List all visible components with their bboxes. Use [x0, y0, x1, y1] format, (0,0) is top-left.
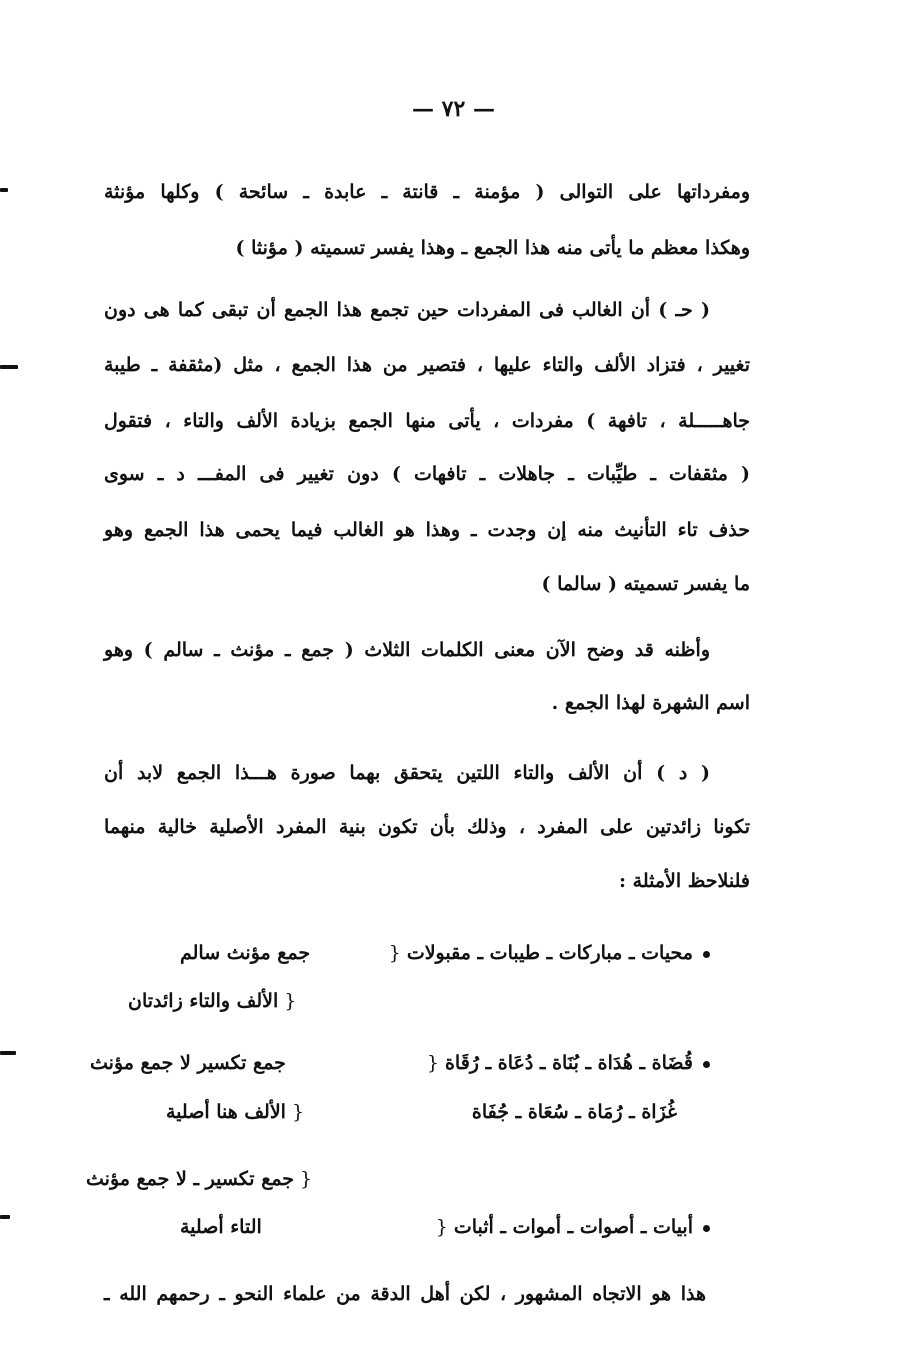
example-1-words [383, 944, 710, 963]
page-number: — ٧٢ — [412, 96, 495, 122]
example-3-note-2: التاء أصلية [180, 1216, 262, 1238]
paragraph-2-line-2: تغيير ، فتزاد الألف والتاء عليها ، فتصير من هذا الجمع ، مثل (مثقفة ـ طيبة [104, 354, 750, 376]
example-2-note-1: جمع تكسير لا جمع مؤنث [90, 1052, 286, 1074]
example-1-note-2-text: الألف والتاء زائدتان [128, 990, 279, 1012]
example-2-words-1-text: قُضَاة ـ هُدَاة ـ بُنَاة ـ دُعَاة ـ رُقَاة [444, 1052, 693, 1074]
paragraph-3-line-1: وأظنه قد وضح الآن معنى الكلمات الثلاث ( جمع ـ مؤنث ـ سالم ) وهو [104, 639, 710, 661]
bullet-icon [703, 1225, 710, 1232]
bullet-icon [703, 1061, 710, 1068]
example-2-words-2: غُزَاة ـ رُمَاة ـ سُعَاة ـ جُفَاة [471, 1101, 677, 1123]
example-3-note-1-text: جمع تكسير ـ لا جمع مؤنث [86, 1168, 295, 1190]
margin-mark [0, 188, 8, 192]
margin-mark [0, 1215, 10, 1219]
paragraph-1-line-2: وهكذا معظم ما يأتى منه هذا الجمع ـ وهذا يفسر تسميته ( مؤنثا ) [235, 237, 750, 259]
example-1-note-2 [128, 992, 302, 1011]
paragraph-4-line-2: تكونا زائدتين على المفرد ، وذلك بأن تكون بنية المفرد الأصلية خالية منهما [104, 816, 750, 838]
margin-mark [0, 365, 18, 369]
example-2-words-1 [421, 1054, 710, 1073]
brace-icon: { [284, 990, 297, 1012]
example-3-note-1 [86, 1170, 318, 1189]
brace-icon: { [300, 1168, 313, 1190]
paragraph-2-line-6: ما يفسر تسميته ( سالما ) [541, 573, 750, 595]
brace-icon: { [291, 1101, 305, 1123]
paragraph-1-line-1: ومفرداتها على التوالى ( مؤمنة ـ قانتة ـ عابدة ـ سائحة ) وكلها مؤنثة [104, 181, 750, 203]
example-3-words [430, 1218, 710, 1237]
example-3-words-text: أبيات ـ أصوات ـ أموات ـ أثبات [453, 1216, 693, 1238]
margin-mark [0, 1051, 16, 1055]
example-1-note-1: جمع مؤنث سالم [180, 942, 311, 964]
paragraph-4-line-3: فلنلاحظ الأمثلة : [619, 870, 750, 892]
example-1-words-text: محيات ـ مباركات ـ طيبات ـ مقبولات [406, 942, 693, 964]
brace-icon: { [426, 1052, 439, 1074]
paragraph-4-line-1: ( د ) أن الألف والتاء اللتين يتحقق بهما صورة هـــذا الجمع لابد أن [104, 762, 710, 784]
paragraph-2-line-1: ( حـ ) أن الغالب فى المفردات حين تجمع هذا الجمع أن تبقى كما هى دون [104, 299, 710, 321]
paragraph-2-line-5: حذف تاء التأنيث منه إن وجدت ـ وهذا هو الغالب فيما يحمى هذا الجمع وهو [104, 519, 750, 541]
paragraph-3-line-2: اسم الشهرة لهذا الجمع . [551, 692, 750, 714]
brace-icon: { [388, 942, 401, 964]
example-2-note-2 [166, 1103, 310, 1122]
example-2-note-2-text: الألف هنا أصلية [166, 1101, 286, 1123]
brace-icon: { [435, 1216, 448, 1238]
bullet-icon [703, 951, 710, 958]
paragraph-2-line-3: جاهـــــلة ، تافهة ) مفردات ، يأتى منها الجمع بزيادة الألف والتاء ، فتقول [104, 410, 750, 432]
closing-line: هذا هو الاتجاه المشهور ، لكن أهل الدقة من علماء النحو ـ رحمهم الله ـ [104, 1283, 706, 1305]
paragraph-2-line-4: ( مثقفات ـ طيِّبات ـ جاهلات ـ تافهات ) دون تغيير فى المفـــ د ـ سوى [104, 463, 750, 485]
